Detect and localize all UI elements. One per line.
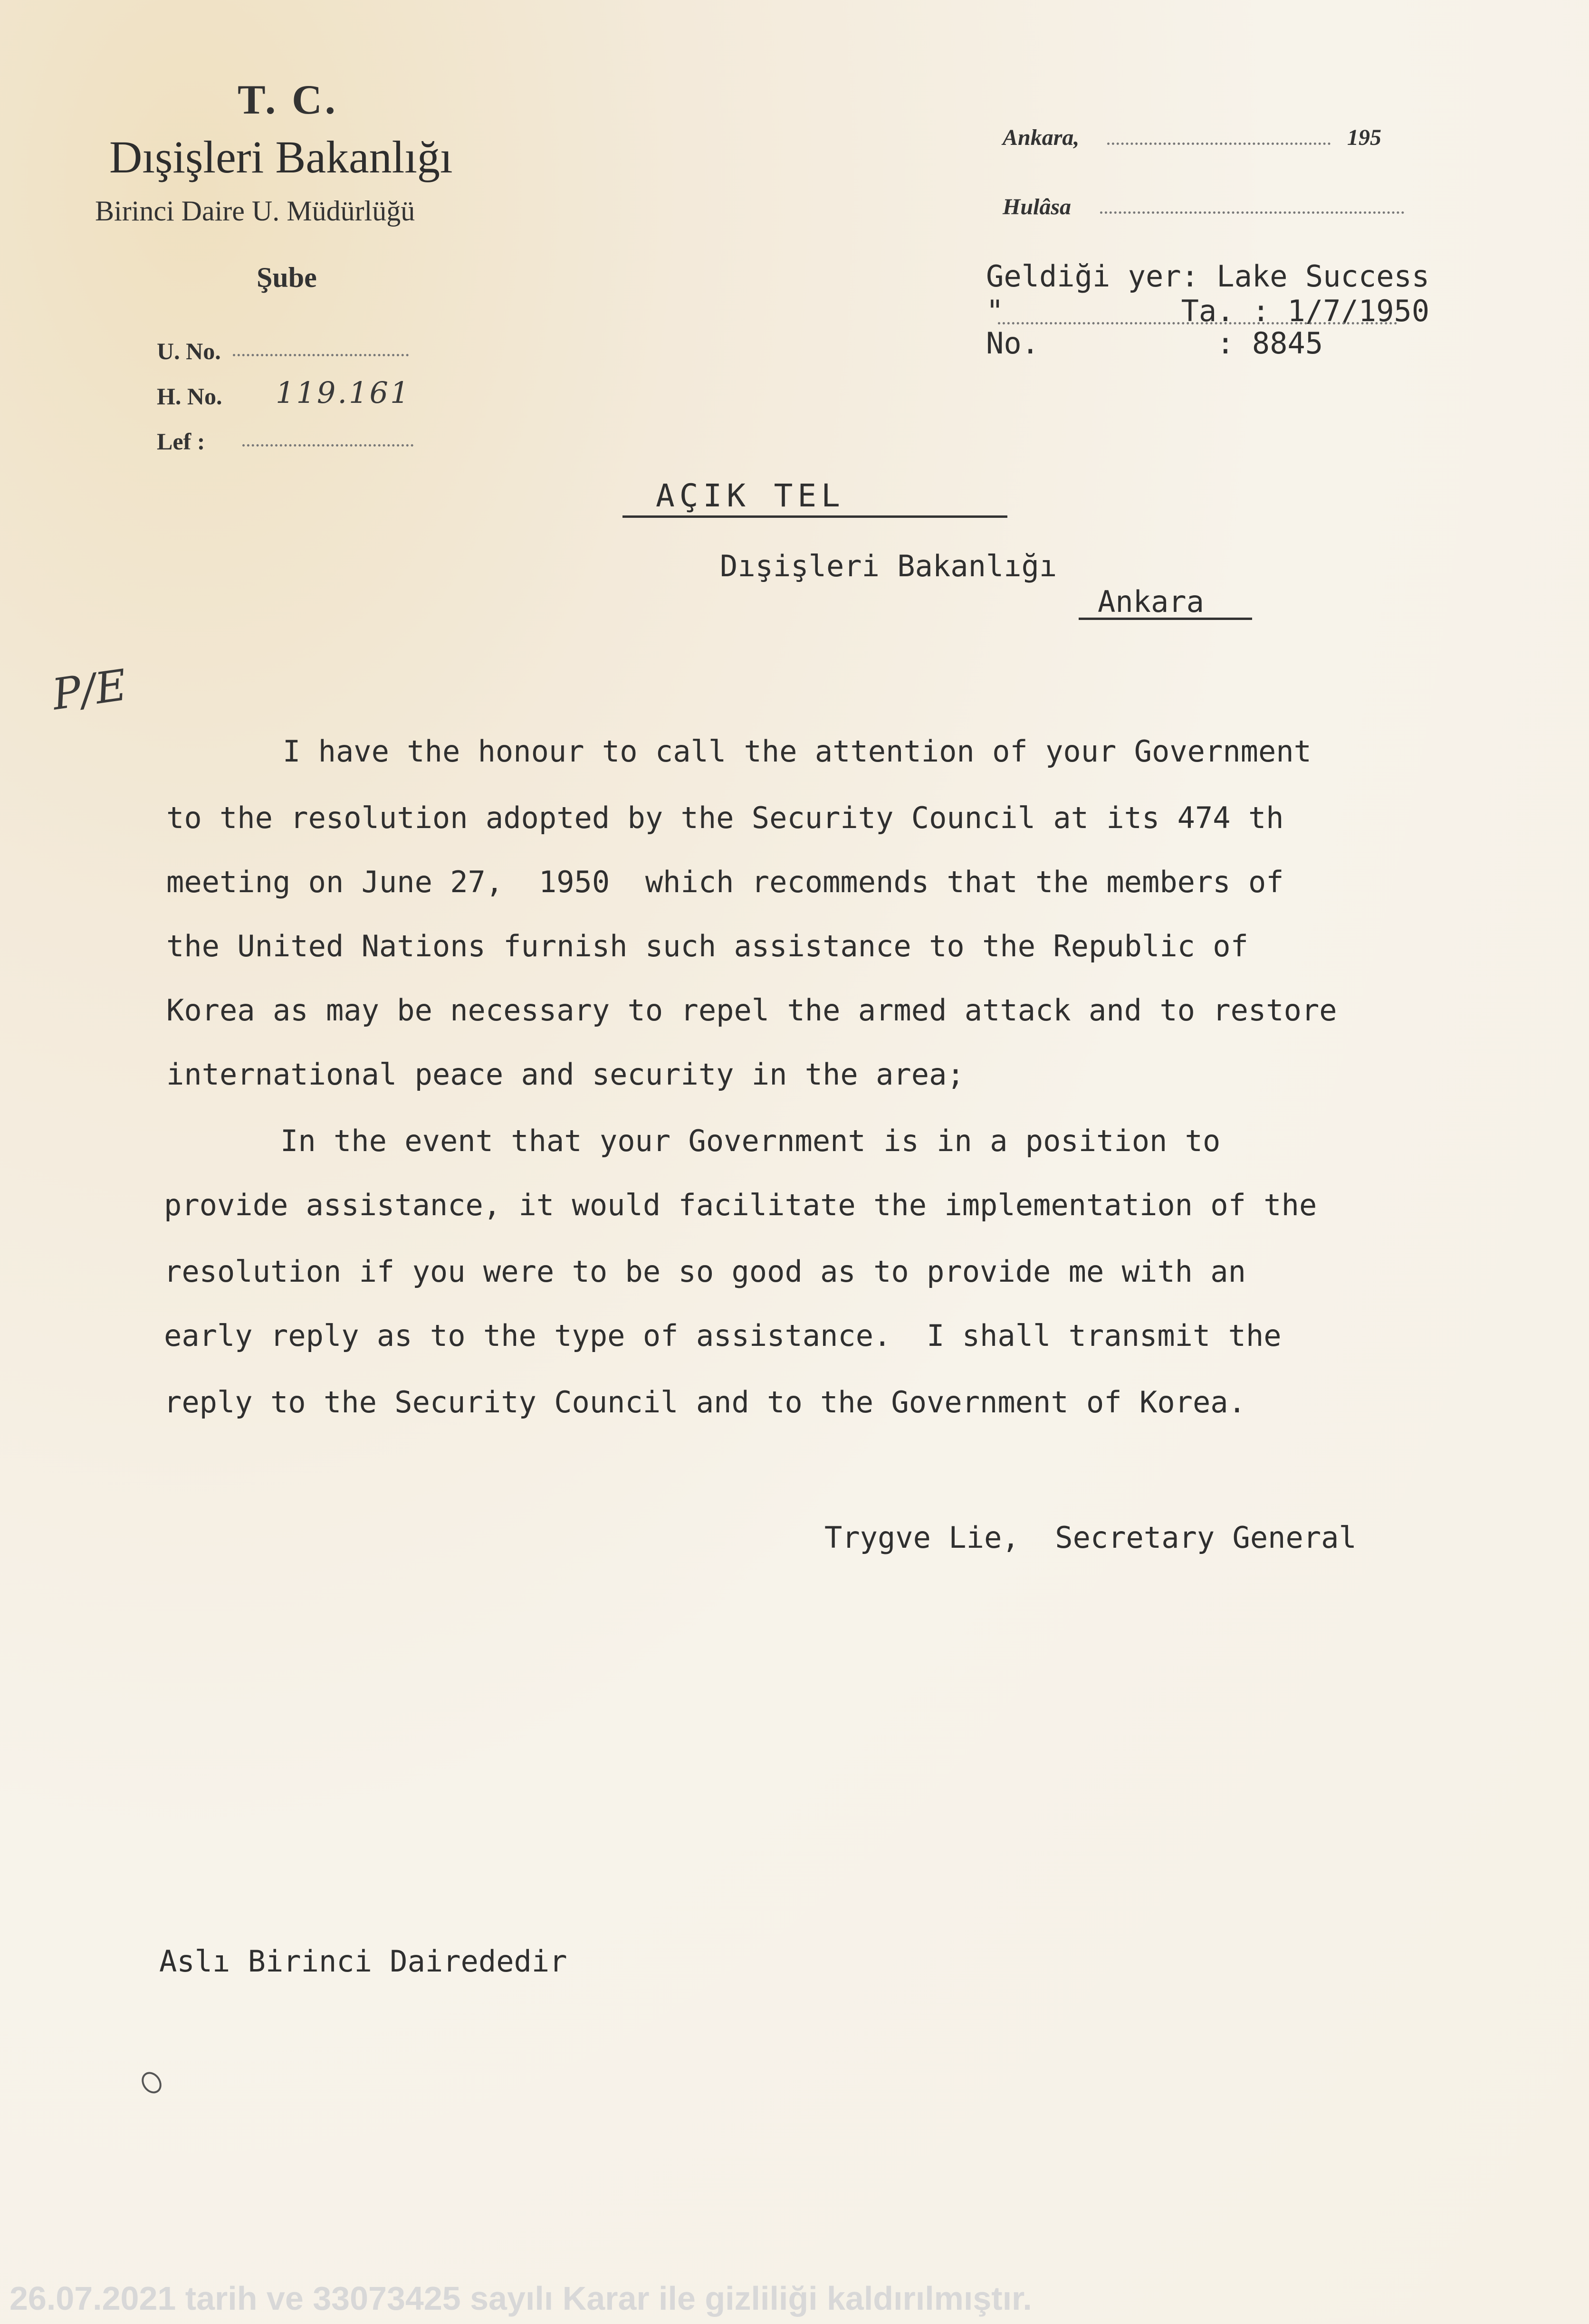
h-no-label: H. No. [157, 383, 222, 410]
letterhead-department: Birinci Daire U. Müdürlüğü [95, 195, 415, 227]
body-line: I have the honour to call the attention of your Government [283, 734, 1311, 769]
body-line: the United Nations furnish such assistance to the Republic of [166, 929, 1248, 963]
date-dotted-line [998, 322, 1397, 324]
body-line: provide assistance, it would facilitate the implementation of the [164, 1188, 1317, 1222]
margin-handwritten-mark: P/E [49, 660, 130, 720]
pencil-mark [138, 2068, 166, 2097]
date-line: " Ta. : 1/7/1950 [986, 294, 1430, 328]
body-line: international peace and security in the area; [166, 1057, 965, 1092]
hulasa-dotted-line [1100, 211, 1404, 214]
signature: Trygve Lie, Secretary General [824, 1520, 1357, 1555]
document-title: AÇIK TEL [656, 477, 845, 514]
h-no-handwritten-value: 119.161 [276, 375, 411, 410]
letterhead-branch: Şube [257, 262, 317, 293]
lef-dotted-line [242, 444, 413, 447]
hulasa-label: Hulâsa [1003, 194, 1072, 219]
body-line: Korea as may be necessary to repel the armed attack and to restore [166, 993, 1337, 1028]
body-line: resolution if you were to be so good as to provide me with an [164, 1254, 1246, 1289]
u-no-label: U. No. [157, 338, 221, 364]
body-line: meeting on June 27, 1950 which recommends that the members of [166, 865, 1284, 899]
u-no-dotted-line [233, 354, 409, 356]
recipient-city: Ankara [1098, 584, 1204, 619]
lef-label: Lef : [157, 428, 205, 455]
ankara-dotted-line [1107, 143, 1331, 145]
body-line: early reply as to the type of assistance. I shall transmit the [164, 1318, 1282, 1353]
title-underline [622, 515, 1007, 518]
origin-line: Geldiği yer: Lake Success [986, 259, 1430, 294]
body-line: reply to the Security Council and to the Government of Korea. [164, 1385, 1246, 1419]
letterhead-tc: T. C. [238, 77, 338, 123]
letterhead-ministry: Dışişleri Bakanlığı [109, 132, 453, 182]
ankara-label: Ankara, [1003, 125, 1080, 150]
original-location-note: Aslı Birinci Dairededir [159, 1944, 567, 1979]
recipient: Dışişleri Bakanlığı [720, 549, 1057, 583]
body-line: In the event that your Government is in a position to [280, 1124, 1221, 1158]
declassification-stamp: 26.07.2021 tarih ve 33073425 sayılı Karar ile gizliliği kaldırılmıştır. [10, 2280, 1032, 2317]
body-line: to the resolution adopted by the Security Council at its 474 th [166, 800, 1284, 835]
recipient-city-underline [1079, 618, 1252, 620]
number-line: No. : 8845 [986, 326, 1323, 361]
year-label: 195 [1347, 125, 1381, 150]
